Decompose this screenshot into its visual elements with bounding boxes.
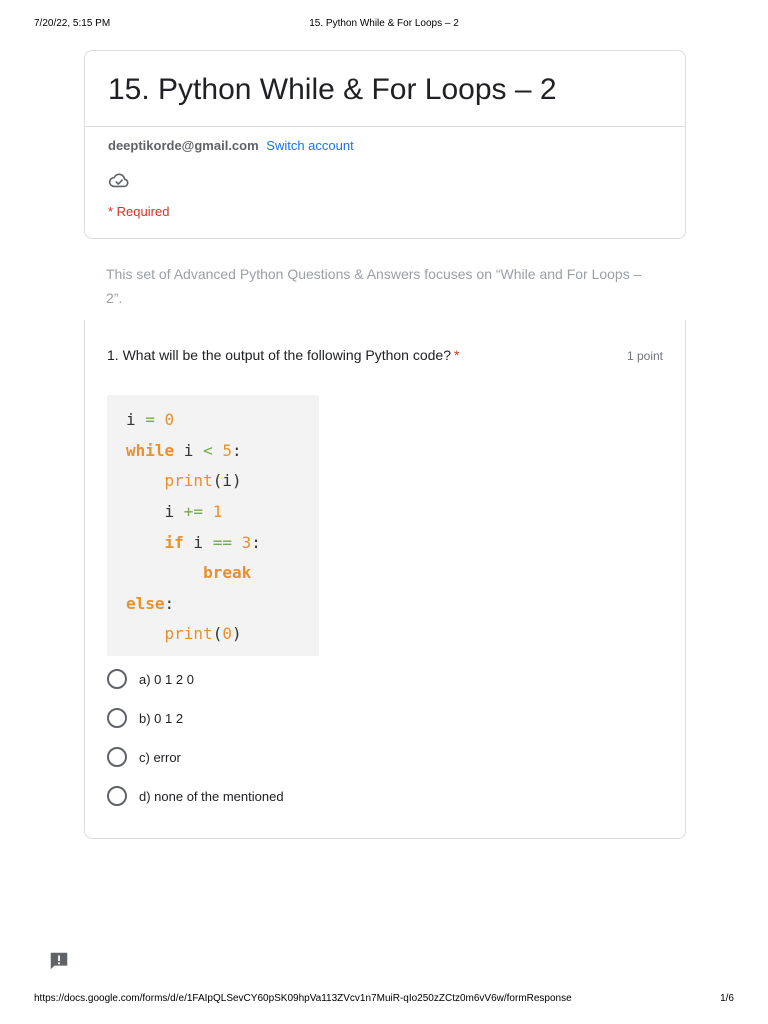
code-token: 5 bbox=[222, 441, 232, 460]
code-token: = bbox=[145, 410, 155, 429]
code-token: (i) bbox=[212, 471, 242, 490]
question-card bbox=[84, 320, 686, 839]
code-token bbox=[126, 624, 165, 643]
code-token: break bbox=[203, 563, 252, 582]
option-d[interactable] bbox=[107, 785, 284, 807]
code-block bbox=[107, 395, 319, 656]
print-footer bbox=[34, 993, 734, 1004]
code-token: ( bbox=[212, 624, 223, 643]
option-label: a) 0 1 2 0 bbox=[139, 671, 194, 687]
code-token: 3 bbox=[241, 533, 252, 552]
code-token bbox=[155, 410, 165, 429]
code-token: i bbox=[174, 441, 204, 460]
switch-account-link[interactable]: Switch account bbox=[266, 138, 354, 153]
code-token: 1 bbox=[212, 502, 223, 521]
code-token: i bbox=[126, 502, 184, 521]
form-header-card bbox=[84, 50, 686, 239]
code-token: ) bbox=[231, 624, 242, 643]
code-line bbox=[126, 471, 242, 490]
code-line bbox=[126, 502, 222, 521]
radio-button[interactable] bbox=[107, 786, 127, 806]
code-token: i bbox=[126, 410, 146, 429]
code-token: if bbox=[164, 533, 184, 552]
code-token: : bbox=[251, 533, 261, 552]
code-token: i bbox=[183, 533, 213, 552]
code-token: else bbox=[126, 594, 165, 613]
account-row bbox=[108, 138, 354, 153]
radio-button[interactable] bbox=[107, 747, 127, 767]
code-line bbox=[126, 410, 174, 429]
code-token bbox=[126, 563, 203, 582]
code-token: : bbox=[164, 594, 175, 613]
option-c[interactable] bbox=[107, 746, 181, 768]
code-token: print bbox=[164, 624, 213, 643]
code-token: += bbox=[183, 502, 204, 521]
question-title bbox=[107, 347, 459, 363]
form-description: This set of Advanced Python Questions & Answers focuses on “While and For Loops – 2”. bbox=[106, 266, 642, 306]
code-token bbox=[203, 502, 213, 521]
form-title: 15. Python While & For Loops – 2 bbox=[108, 73, 557, 106]
account-email: deeptikorde@gmail.com bbox=[108, 138, 259, 153]
page-number: 1/6 bbox=[720, 993, 734, 1004]
code-line bbox=[126, 563, 251, 582]
option-label: c) error bbox=[139, 749, 181, 765]
code-token: : bbox=[232, 441, 242, 460]
code-line bbox=[126, 441, 242, 460]
option-label: d) none of the mentioned bbox=[139, 788, 284, 804]
required-note: * Required bbox=[108, 204, 170, 219]
code-token: 0 bbox=[222, 624, 232, 643]
feedback-icon[interactable] bbox=[48, 950, 70, 972]
code-token bbox=[213, 441, 223, 460]
radio-button[interactable] bbox=[107, 708, 127, 728]
option-a[interactable] bbox=[107, 668, 194, 690]
code-token: print bbox=[164, 471, 213, 490]
option-label: b) 0 1 2 bbox=[139, 710, 184, 726]
print-url: https://docs.google.com/forms/d/e/1FAIpQLSevCY60pSK09hpVa113ZVcv1n7MuiR-qIo250zZCtz0m6vV6w/formResponse bbox=[34, 993, 572, 1004]
cloud-check-icon bbox=[108, 169, 130, 191]
code-line bbox=[126, 624, 242, 643]
code-token: < bbox=[203, 441, 213, 460]
radio-button[interactable] bbox=[107, 669, 127, 689]
option-b[interactable] bbox=[107, 707, 183, 729]
code-line bbox=[126, 594, 174, 613]
code-token: 0 bbox=[164, 410, 175, 429]
required-asterisk: * bbox=[454, 347, 460, 363]
code-line bbox=[126, 533, 261, 552]
code-token: while bbox=[126, 441, 175, 460]
code-token bbox=[232, 533, 242, 552]
question-points: 1 point bbox=[626, 349, 663, 363]
divider bbox=[85, 126, 685, 127]
print-title: 15. Python While & For Loops – 2 bbox=[309, 18, 459, 29]
code-token bbox=[126, 471, 165, 490]
code-token: == bbox=[212, 533, 232, 552]
print-date: 7/20/22, 5:15 PM bbox=[34, 18, 111, 29]
question-text: 1. What will be the output of the following Python code? bbox=[107, 347, 451, 363]
code-token bbox=[126, 533, 165, 552]
